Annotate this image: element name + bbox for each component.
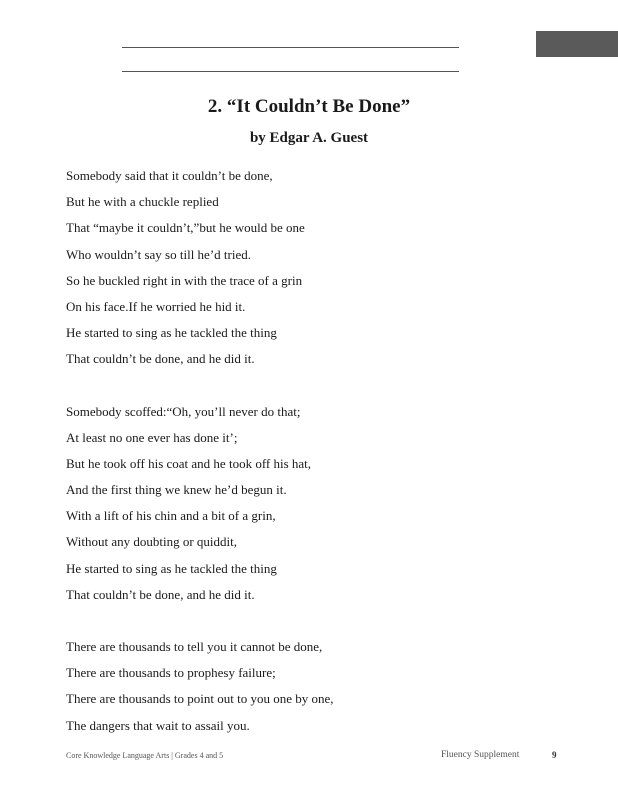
poem-line: On his face.If he worried he hid it.	[66, 298, 246, 314]
footer-publication: Core Knowledge Language Arts | Grades 4 and 5	[66, 751, 224, 760]
poem-line: And the first thing we knew he’d begun it.	[66, 482, 287, 498]
poem-line: Somebody said that it couldn’t be done,	[66, 168, 273, 183]
poem-line: That couldn’t be done, and he did it.	[66, 351, 255, 367]
poem-line: But he with a chuckle replied	[66, 194, 219, 210]
poem-line: The dangers that wait to assail you.	[66, 717, 250, 733]
author-byline: by Edgar A. Guest	[249, 130, 369, 146]
poem-line: He started to sing as he tackled the thing	[66, 560, 277, 576]
poem-line: So he buckled right in with the trace of a grin	[66, 272, 303, 288]
poem-line: But he took off his coat and he took off his hat,	[66, 455, 312, 471]
poem-line: Somebody scoffed:“Oh, you’ll never do that;	[66, 403, 301, 419]
poem-line: That “maybe it couldn’t,”but he would be one	[66, 220, 305, 236]
poem-line: He started to sing as he tackled the thing	[66, 325, 277, 341]
header-rule-top	[122, 47, 459, 48]
poem-line: There are thousands to tell you it cannot be done,	[66, 639, 323, 654]
footer-section: Fluency Supplement	[441, 750, 520, 760]
page-title: 2. “It Couldn’t Be Done”	[207, 96, 411, 117]
poem-line: With a lift of his chin and a bit of a grin,	[66, 508, 276, 524]
poem-line: There are thousands to point out to you one by one,	[66, 691, 334, 707]
poem	[66, 163, 526, 765]
stanza-2	[66, 399, 526, 609]
poem-line: There are thousands to prophesy failure;	[66, 665, 276, 681]
poem-line: At least no one ever has done it’;	[66, 429, 238, 445]
stanza-3	[66, 634, 526, 739]
page-number: 9	[552, 750, 557, 760]
header-rule-bottom	[122, 71, 459, 72]
poem-line: Who wouldn’t say so till he’d tried.	[66, 246, 251, 262]
poem-line: That couldn’t be done, and he did it.	[66, 586, 255, 602]
header-tab	[536, 31, 618, 57]
stanza-1	[66, 163, 526, 373]
poem-line: Without any doubting or quiddit,	[66, 534, 237, 550]
